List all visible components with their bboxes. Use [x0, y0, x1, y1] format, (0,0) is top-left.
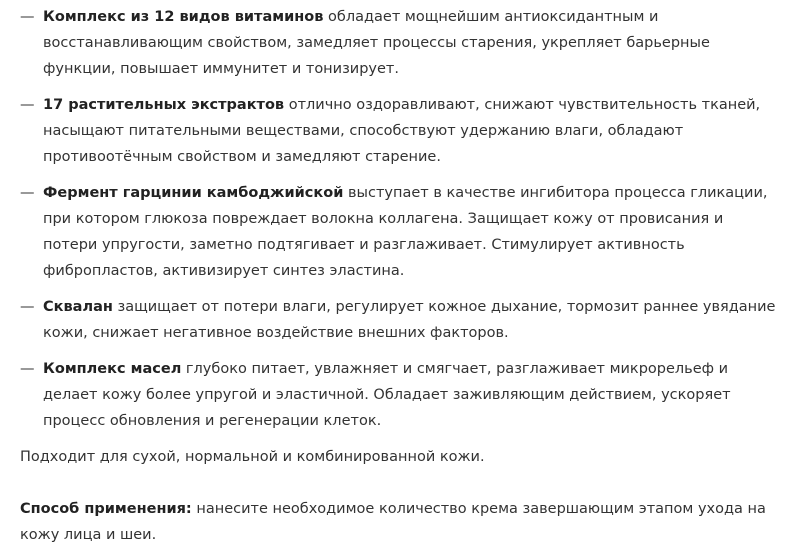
list-item: [20, 180, 780, 284]
list-item: [20, 356, 780, 434]
ingredient-description: обладает мощнейшим антиоксидантным и восстанавливающим свойством, замедляет процессы старения, укрепляет барьерные функции, повышает иммунитет и тонизирует.: [43, 9, 710, 77]
ingredient-description: защищает от потери влаги, регулирует кожное дыхание, тормозит раннее увядание кожи, снижает негативное воздействие внешних факторов.: [43, 299, 776, 341]
list-item: [20, 92, 780, 170]
usage-instructions: [20, 496, 780, 548]
ingredient-description: отлично оздоравливают, снижают чувствительность тканей, насыщают питательными веществами, способствуют удержанию влаги, обладают противоотёчным свойством и замедляют старение.: [43, 97, 761, 165]
dash-bullet: —: [20, 9, 35, 25]
list-item: [20, 4, 780, 82]
list-item: [20, 294, 780, 346]
ingredient-name: Фермент гарцинии камбоджийской: [43, 185, 344, 201]
dash-bullet: —: [20, 185, 35, 201]
ingredient-name: Комплекс масел: [43, 361, 182, 377]
ingredient-description: глубоко питает, увлажняет и смягчает, разглаживает микрорельеф и делает кожу более упругой и эластичной. Обладает заживляющим действием, ускоряет процесс обновления и регенерации клеток.: [43, 361, 731, 429]
ingredient-name: 17 растительных экстрактов: [43, 97, 285, 113]
ingredients-list: [20, 4, 780, 434]
ingredient-name: Сквалан: [43, 299, 113, 315]
ingredient-name: Комплекс из 12 видов витаминов: [43, 9, 324, 25]
skin-type-note: Подходит для сухой, нормальной и комбинированной кожи.: [20, 449, 485, 465]
ingredient-description: выступает в качестве ингибитора процесса гликации, при котором глюкоза повреждает волокна коллагена. Защищает кожу от провисания и потери упругости, заметно подтягивает и разглаживает. Стимулирует активность фибропластов, активизирует синтез эластина.: [43, 185, 768, 279]
dash-bullet: —: [20, 361, 35, 377]
usage-label: Способ применения:: [20, 501, 192, 517]
dash-bullet: —: [20, 97, 35, 113]
usage-text: нанесите необходимое количество крема завершающим этапом ухода на кожу лица и шеи.: [20, 501, 766, 543]
dash-bullet: —: [20, 299, 35, 315]
